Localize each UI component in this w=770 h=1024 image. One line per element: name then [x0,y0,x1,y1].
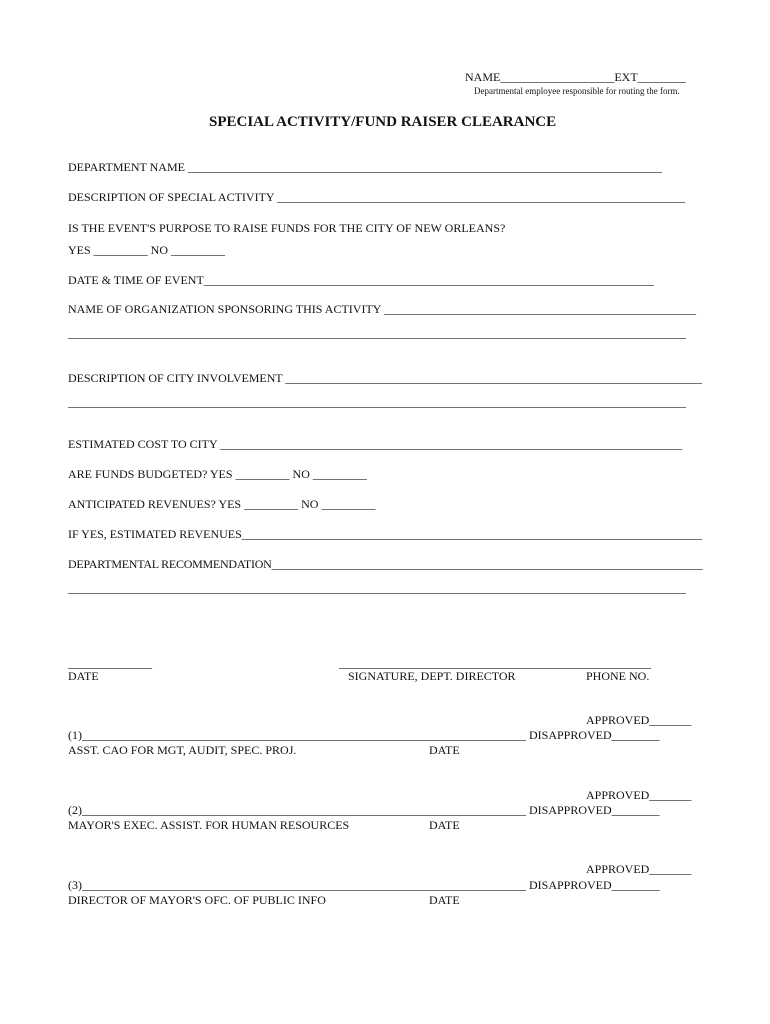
approval-2-date-label: DATE [429,818,460,832]
estimated-cost-field: ESTIMATED COST TO CITY _____________________________________________________________________________ [68,437,683,451]
estimated-revenues-field: IF YES, ESTIMATED REVENUES_____________________________________________________________________________ [68,527,703,541]
anticipated-revenues-field: ANTICIPATED REVENUES? YES _________ NO _________ [68,497,376,511]
approval-3-date-label: DATE [429,893,460,907]
city-involvement-continuation-line: _______________________________________________________________________________________________________ [68,395,686,409]
city-involvement-field: DESCRIPTION OF CITY INVOLVEMENT ______________________________________________________________________ [68,371,702,385]
department-name-field: DEPARTMENT NAME _______________________________________________________________________________ [68,160,662,174]
approval-1-line: (1)__________________________________________________________________________ DISAPPROVED________ [68,728,660,742]
funds-budgeted-field: ARE FUNDS BUDGETED? YES _________ NO _________ [68,467,367,481]
form-title: SPECIAL ACTIVITY/FUND RAISER CLEARANCE [209,114,557,130]
purpose-yes-no: YES _________ NO _________ [68,243,226,257]
approval-3-role: DIRECTOR OF MAYOR'S OFC. OF PUBLIC INFO [68,893,326,907]
description-activity-field: DESCRIPTION OF SPECIAL ACTIVITY ____________________________________________________________________ [68,190,686,204]
sponsor-continuation-line: _______________________________________________________________________________________________________ [68,326,686,340]
approval-2-role: MAYOR'S EXEC. ASSIST. FOR HUMAN RESOURCES [68,818,350,832]
director-signature-line: ____________________________________________________ [339,656,651,670]
phone-label: PHONE NO. [586,669,650,683]
approval-2-line: (2)__________________________________________________________________________ DISAPPROVED________ [68,803,660,817]
approval-1-date-label: DATE [429,743,460,757]
director-signature-label: SIGNATURE, DEPT. DIRECTOR [348,669,516,683]
date-signature-line: ______________ [68,656,152,670]
approval-3-approved: APPROVED_______ [586,862,692,876]
dept-recommendation-continuation-line: _______________________________________________________________________________________________________ [68,581,686,595]
dept-recommendation-field: DEPARTMENTAL RECOMMENDATION___________________________________________________________________________ [68,557,703,571]
routing-note: Departmental employee responsible for routing the form. [474,86,680,96]
purpose-question: IS THE EVENT'S PURPOSE TO RAISE FUNDS FOR THE CITY OF NEW ORLEANS? [68,221,506,235]
date-time-field: DATE & TIME OF EVENT___________________________________________________________________________ [68,273,654,287]
approval-1-role: ASST. CAO FOR MGT, AUDIT, SPEC. PROJ. [68,743,297,757]
date-label: DATE [68,669,99,683]
sponsor-org-field: NAME OF ORGANIZATION SPONSORING THIS ACTIVITY ____________________________________________________ [68,302,697,316]
approval-2-approved: APPROVED_______ [586,788,692,802]
approval-3-line: (3)__________________________________________________________________________ DISAPPROVED________ [68,878,660,892]
approval-1-approved: APPROVED_______ [586,713,692,727]
name-ext-line: NAME___________________EXT________ [465,70,686,84]
